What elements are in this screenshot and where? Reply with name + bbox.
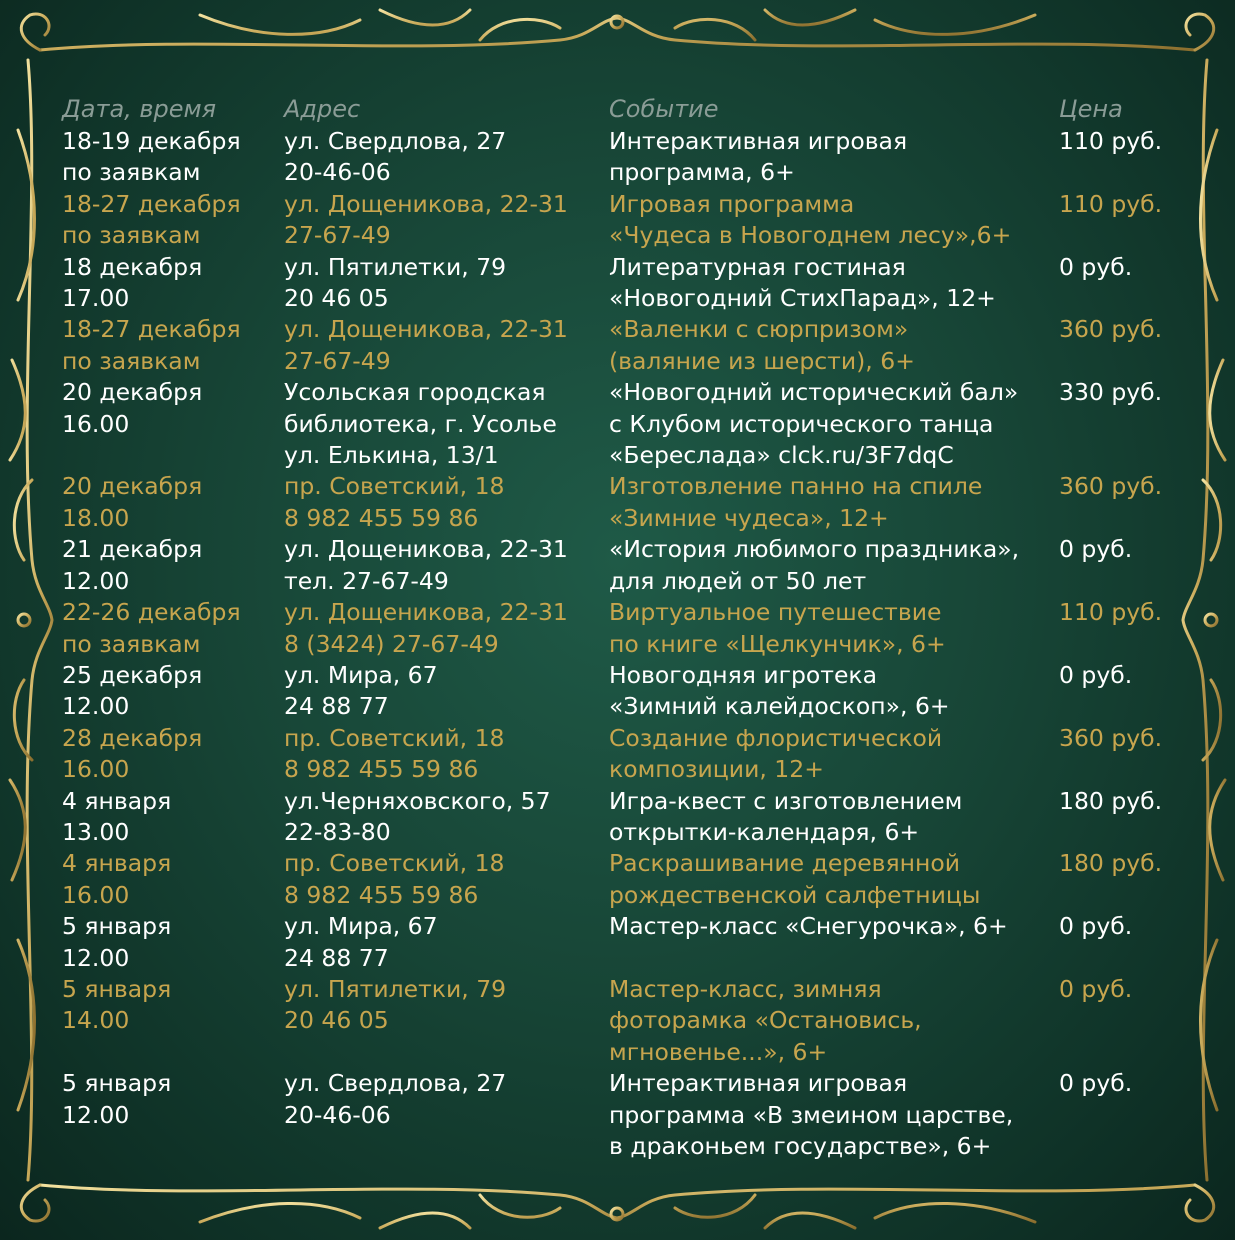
- row-price: 0 руб.: [1059, 535, 1133, 564]
- row-date: 5 января 12.00: [62, 1069, 172, 1129]
- row-price: 0 руб.: [1059, 974, 1133, 1003]
- header-address: Адрес: [284, 95, 361, 123]
- row-price: 180 руб.: [1059, 786, 1163, 815]
- row-address: ул. Пятилетки, 79 20 46 05: [284, 974, 507, 1035]
- row-price: 0 руб.: [1059, 1069, 1133, 1098]
- row-event: Интерактивная игровая программа «В змеином царстве, в драконьем государстве», 6+: [609, 1069, 1014, 1160]
- table-row: [62, 911, 1182, 974]
- row-event: Виртуальное путешествие по книге «Щелкунчик», 6+: [609, 598, 946, 658]
- row-address: ул.Черняховского, 57 22-83-80: [284, 786, 551, 846]
- row-event: Мастер-класс «Снегурочка», 6+: [609, 912, 1008, 941]
- row-address: ул. Пятилетки, 79 20 46 05: [284, 252, 507, 313]
- row-date: 20 декабря 16.00: [62, 378, 203, 438]
- row-date: 5 января 14.00: [62, 974, 172, 1035]
- table-row: [62, 1068, 1182, 1162]
- row-date: 18-19 декабря по заявкам: [62, 127, 241, 187]
- row-address: ул. Свердлова, 27 20-46-06: [284, 1069, 507, 1129]
- table-row: [62, 974, 1182, 1068]
- row-event: «История любимого праздника», для людей от 50 лет: [609, 535, 1020, 595]
- row-price: 0 руб.: [1059, 912, 1133, 941]
- row-date: 18-27 декабря по заявкам: [62, 189, 241, 250]
- row-price: 360 руб.: [1059, 723, 1163, 752]
- table-row: [62, 660, 1182, 723]
- row-price: 330 руб.: [1059, 378, 1163, 407]
- row-date: 28 декабря 16.00: [62, 723, 203, 784]
- row-address: пр. Советский, 18 8 982 455 59 86: [284, 849, 505, 909]
- row-price: 180 руб.: [1059, 849, 1163, 878]
- row-price: 0 руб.: [1059, 660, 1133, 689]
- table-row: [62, 471, 1182, 534]
- row-date: 20 декабря 18.00: [62, 472, 203, 532]
- table-row: [62, 377, 1182, 471]
- table-header: [62, 92, 1182, 126]
- row-price: 110 руб.: [1059, 127, 1163, 155]
- row-price: 360 руб.: [1059, 315, 1163, 344]
- row-price: 360 руб.: [1059, 472, 1163, 501]
- row-address: ул. Мира, 67 24 88 77: [284, 660, 438, 721]
- row-event: Игровая программа «Чудеса в Новогоднем лесу»,6+: [609, 189, 1012, 250]
- row-event: Игра-квест с изготовлением открытки-календаря, 6+: [609, 786, 963, 846]
- header-date: Дата, время: [62, 95, 217, 123]
- row-address: пр. Советский, 18 8 982 455 59 86: [284, 472, 505, 532]
- row-event: Раскрашивание деревянной рождественской салфетницы: [609, 849, 981, 909]
- row-address: ул. Дощеникова, 22-31 8 (3424) 27-67-49: [284, 598, 568, 658]
- header-price: Цена: [1059, 95, 1123, 123]
- row-event: Новогодняя игротека «Зимний калейдоскоп», 6+: [609, 660, 950, 721]
- table-row: [62, 189, 1182, 252]
- row-event: «Новогодний исторический бал» с Клубом исторического танца «Береслада» clck.ru/3F7dqC: [609, 378, 1019, 470]
- table-body: [62, 126, 1182, 1162]
- row-date: 5 января 12.00: [62, 912, 172, 972]
- table-row: [62, 252, 1182, 315]
- row-event: «Валенки с сюрпризом» (валяние из шерсти), 6+: [609, 315, 915, 375]
- row-address: пр. Советский, 18 8 982 455 59 86: [284, 723, 505, 784]
- row-date: 22-26 декабря по заявкам: [62, 598, 241, 658]
- events-table: [62, 92, 1182, 1162]
- row-event: Изготовление панно на спиле «Зимние чудеса», 12+: [609, 472, 983, 532]
- header-event: Событие: [609, 95, 719, 123]
- table-row: [62, 534, 1182, 597]
- row-event: Интерактивная игровая программа, 6+: [609, 127, 908, 187]
- row-address: ул. Свердлова, 27 20-46-06: [284, 127, 507, 187]
- row-event: Литературная гостиная «Новогодний СтихПарад», 12+: [609, 252, 996, 313]
- table-row: [62, 786, 1182, 849]
- row-address: Усольская городская библиотека, г. Усолье ул. Елькина, 13/1: [284, 378, 557, 470]
- table-row: [62, 314, 1182, 377]
- row-event: Мастер-класс, зимняя фоторамка «Остановись, мгновенье...», 6+: [609, 974, 922, 1066]
- row-price: 0 руб.: [1059, 252, 1133, 281]
- row-date: 4 января 16.00: [62, 849, 172, 909]
- row-address: ул. Дощеникова, 22-31 тел. 27-67-49: [284, 535, 568, 595]
- table-row: [62, 723, 1182, 786]
- row-date: 18-27 декабря по заявкам: [62, 315, 241, 375]
- table-row: [62, 848, 1182, 911]
- row-address: ул. Дощеникова, 22-31 27-67-49: [284, 315, 568, 375]
- row-date: 21 декабря 12.00: [62, 535, 203, 595]
- row-date: 18 декабря 17.00: [62, 252, 203, 313]
- table-row: [62, 597, 1182, 660]
- row-date: 25 декабря 12.00: [62, 660, 203, 721]
- row-price: 110 руб.: [1059, 189, 1163, 218]
- row-event: Создание флористической композиции, 12+: [609, 723, 943, 784]
- row-date: 4 января 13.00: [62, 786, 172, 846]
- table-row: [62, 126, 1182, 189]
- row-price: 110 руб.: [1059, 598, 1163, 627]
- row-address: ул. Дощеникова, 22-31 27-67-49: [284, 189, 568, 250]
- row-address: ул. Мира, 67 24 88 77: [284, 912, 438, 972]
